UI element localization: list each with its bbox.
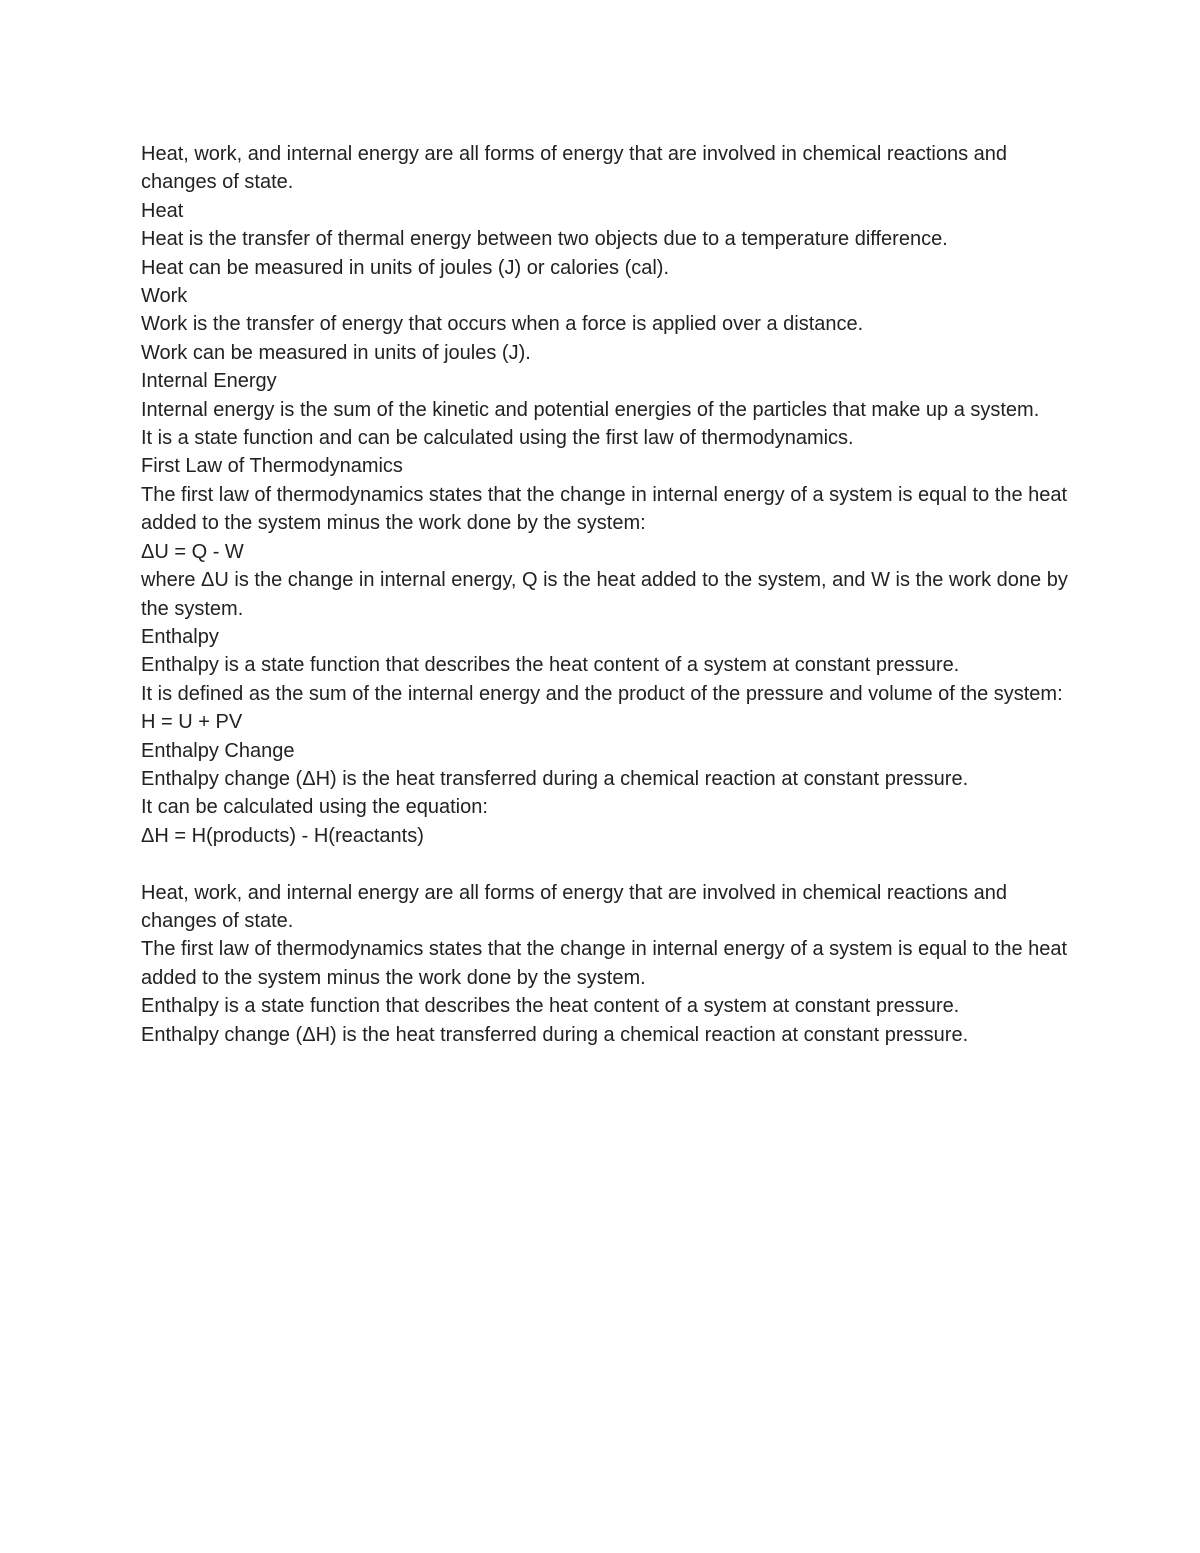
enthalpy-change-definition: Enthalpy change (ΔH) is the heat transferred during a chemical reaction at constant pressure. [141,767,969,790]
summary-line: Heat, work, and internal energy are all forms of energy that are involved in chemical reactions and changes of state. [141,881,1008,932]
heat-definition: Heat is the transfer of thermal energy between two objects due to a temperature difference. [141,228,948,251]
heading-heat: Heat [141,199,184,222]
work-definition: Work is the transfer of energy that occurs when a force is applied over a distance. [141,313,864,336]
heading-first-law: First Law of Thermodynamics [141,455,403,478]
intro-paragraph: Heat, work, and internal energy are all forms of energy that are involved in chemical reactions and changes of state. [141,143,1008,194]
first-law-explanation: where ΔU is the change in internal energy, Q is the heat added to the system, and W is the work done by the system. [141,569,1068,620]
summary-line: Enthalpy change (ΔH) is the heat transferred during a chemical reaction at constant pressure. [141,1023,969,1046]
document-body [141,140,1071,1049]
internal-energy-state-function: It is a state function and can be calculated using the first law of thermodynamics. [141,427,854,450]
heading-enthalpy: Enthalpy [141,625,219,648]
heading-internal-energy: Internal Energy [141,370,277,393]
paragraph-spacer [141,850,1071,878]
internal-energy-definition: Internal energy is the sum of the kinetic and potential energies of the particles that make up a system. [141,398,1040,421]
enthalpy-change-equation: ΔH = H(products) - H(reactants) [141,824,424,847]
enthalpy-equation: H = U + PV [141,711,243,734]
work-units: Work can be measured in units of joules (J). [141,341,531,364]
enthalpy-change-intro: It can be calculated using the equation: [141,796,488,819]
first-law-statement: The first law of thermodynamics states that the change in internal energy of a system is equal to the heat added to the system minus the work done by the system: [141,483,1068,535]
first-law-equation: ΔU = Q - W [141,540,244,563]
heading-enthalpy-change: Enthalpy Change [141,739,295,762]
summary-line: The first law of thermodynamics states that the change in internal energy of a system is equal to the heat added to the system minus the work done by the system. [141,938,1068,989]
enthalpy-definition: Enthalpy is a state function that describes the heat content of a system at constant pressure. [141,654,960,677]
heat-units: Heat can be measured in units of joules (J) or calories (cal). [141,256,670,279]
enthalpy-sum-definition: It is defined as the sum of the internal energy and the product of the pressure and volume of the system: [141,682,1063,705]
heading-work: Work [141,285,188,308]
summary-line: Enthalpy is a state function that describes the heat content of a system at constant pressure. [141,995,960,1018]
